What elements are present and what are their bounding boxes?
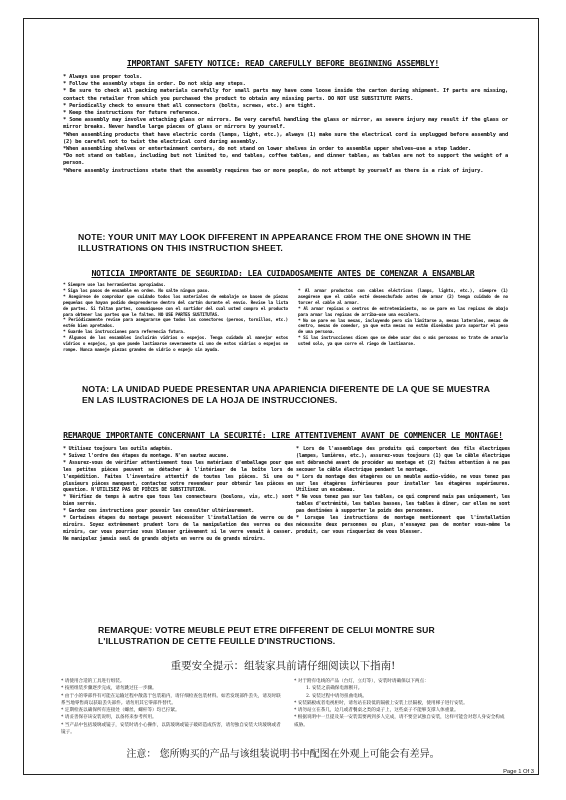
- list-item: * Lors du montage des étagères ou un meuble audio-vidéo, ne vous tenez pas sur les étagères inférieures pour installer les étagères supérieures. Utilisez un escabeau.: [296, 473, 510, 494]
- list-item: * 安装隔板或者电视柜时，请勿站在较低的隔板上安装上层隔板，使用梯子进行安装。: [294, 700, 468, 706]
- list-item: * Follow the assembly steps in order. Do not skip any steps.: [63, 81, 246, 88]
- list-item: * Keep the instructions for future reference.: [63, 110, 201, 117]
- chinese-safety-list-right: [294, 678, 508, 729]
- list-item: * Lorsque les instructions de montage mentionnent que l'installation nécessite deux personnes ou plus, n'essayez pas de monter vous-même le produit, car vous risqueriez de vous blesser.: [296, 515, 510, 535]
- list-item: * Siga los pasos de ensamble en orden. No salte ningun paso.: [63, 288, 210, 294]
- french-safety-list-left: [63, 446, 293, 543]
- list-item: * 根据说明中一旦提及某一安装需要两到多人完成，请不要尝试独自安装，这样可能会对您人身安全构成威胁。: [294, 715, 505, 728]
- list-item: * Be sure to check all packing materials carefully for small parts may have come loose inside the carton during shipment. If parts are missing, contact the retailer from which you purchased the product to obtain any missing parts. DO NOT USE SUBSTITUTE PARTS.: [63, 88, 508, 102]
- list-item: 2. 安装过程中请勿扭曲电线。: [306, 693, 367, 699]
- english-appearance-note: NOTE: YOUR UNIT MAY LOOK DIFFERENT IN APPEARANCE FROM THE ONE SHOWN IN THE ILLUSTRATIONS ON THIS INSTRUCTION SHEET.: [78, 232, 472, 253]
- english-safety-list: [63, 74, 508, 175]
- chinese-appearance-note: 注意： 您所购买的产品与该组装说明书中配图在外观上可能会有差异。: [126, 749, 440, 760]
- list-item: * Al armar productos con cables eléctricos (lamps, lights, etc.), siempre (1) asegúrese que el cable esté desenchufado antes de armar (2) tenga cuidado de no torcer el cable al armar.: [298, 289, 508, 306]
- spanish-safety-list-left: [63, 283, 288, 354]
- list-item: * Al armar repisas o centros de entretenimiento, no se pare en las repisas de abajo para armar las repisas de arriba—use una escalera.: [298, 306, 508, 318]
- spanish-safety-title: NOTICIA IMPORTANTE DE SEGURIDAD: LEA CUIDADOSAMENTE ANTES DE COMENZAR A ENSAMBLAR: [91, 268, 475, 278]
- list-item: *When assembling shelves or entertainment centers, do not stand on lower shelves in order to assemble upper shelves—use a step ladder.: [63, 146, 472, 153]
- list-item: *Where assembly instructions state that the assembly requires two or more people, do not attempt by yourself as there is a risk of injury.: [63, 167, 484, 174]
- list-item: * 对于附有电线的产品（台灯，立灯等），安装时请确保以下两点：: [294, 679, 429, 684]
- chinese-safety-title: 重要安全提示：组装家具前请仔细阅读以下指南!: [170, 660, 396, 672]
- list-item: * Si las instrucciones dicen que se debe usar dos o más personas no trate de armarlo usted solo, ya que corre el riego de lastimarse.: [298, 336, 508, 348]
- list-item: * Vérifiez de temps à autre que tous les connecteurs (boulons, vis, etc.) sont bien serrés.: [63, 494, 293, 508]
- list-item: * 请妥善保存该安装说明，以备将来参考所用。: [61, 715, 157, 721]
- list-item: * Utilisez toujours les outils adaptés.: [63, 446, 173, 452]
- list-item: 1. 安装之前确保电源断开。: [306, 686, 363, 692]
- list-item: * Some assembly may involve attaching glass or mirrors. Be very careful handling the glass or mirror, as severe injury may result if the glass or mirror breaks. Never handle large pieces of glass or mirrors by yourself.: [63, 117, 508, 131]
- page-number: Page 1 Of 3: [503, 769, 534, 775]
- spanish-safety-list-right: [298, 289, 508, 348]
- list-item: * 当产品中包括玻璃或镜子，安装时请小心操作，以防玻璃或镜子破碎造成伤害，请勿独自安装大块玻璃或者镜子。: [61, 722, 281, 736]
- list-item: * Gardez ces instructions pour pouvoir les consulter ultérieurement.: [63, 508, 255, 515]
- list-item: * Guarde las instrucciones para referencia futura.: [63, 330, 186, 336]
- spanish-appearance-note: NOTA: LA UNIDAD PUEDE PRESENTAR UNA APARIENCIA DIFERENTE DE LA QUE SE MUESTRA EN LAS ILUSTRACIONES DE LA HOJA DE INSTRUCCIONES.: [82, 384, 490, 405]
- french-safety-title: REMARQUE IMPORTANTE CONCERNANT LA SECURITÉ: LIRE ATTENTIVEMENT AVANT DE COMMENCER LE MONTAGE!: [63, 430, 503, 440]
- list-item: * 按照组装步骤逐步完成，请勿跳过任一步骤。: [61, 686, 157, 692]
- list-item: * Asegúrese de comprobar que cuidado todos los materiales de embalaje se basen de piezas pequeñas que hayan podido desprenderse dentro del cartón durante el envío. Revise la lista de partes. Si faltan partes, comuníquese con el surtidor del cual usted compro el producto para obtener las partes que le falten. NO USE PARTES SUSTITUTAS.: [63, 294, 288, 318]
- list-item: * Periódicamente revise para asegurarse que todos los conectores (pernos, tornillos, etc.) estén bien apretados.: [63, 318, 288, 330]
- list-item: * Ne vous tenez pas sur les tables, ce qui comprend mais pas uniquement, les tables d'extrémité, les tables basses, les tables à dîner, car elles ne sont pas destinées à supporter le poids des personnes.: [296, 494, 510, 515]
- list-item: * 请勿站立在茶几，边几或者餐桌之类的桌子上，这些桌子不能够支撑人体重量。: [294, 708, 459, 714]
- list-item: * 由于小的零部件有可能在运输过程中散落于包装箱内，请仔细检查包装材料。如若发现部件丢失，请及时联系当地零售商以获取丢失部件。请勿用其它零部件替代。: [61, 693, 281, 706]
- list-item: * 定期检查以确保所有连接处（螺丝，螺杆等）均已拧紧。: [61, 708, 180, 714]
- list-item: * Always use proper tools.: [63, 74, 143, 80]
- french-safety-list-right: [296, 446, 510, 536]
- list-item: * Siempre use las herramientas apropiadas.: [63, 283, 166, 288]
- list-item: * No se pare en las mesas, incluyendo pero sin limitarse a, mesas laterales, mesas de centro, mesas de comedor, ya que esta mesas no están diseñadas para soportar el peso de una persona.: [298, 318, 508, 336]
- list-item: * Periodically check to ensure that all connectors (bolts, screws, etc.) are tight.: [63, 102, 316, 109]
- chinese-safety-list-left: [61, 678, 285, 736]
- list-item: * Suivez l'ordre des étapes du montage. N'en sautez aucune.: [63, 452, 229, 459]
- list-item: *When assembling products that have electric cords (lamps, light, etc.), always (1) make sure the electrical cord is unplugged before assembly and (2) be careful not to twist the electrical cord during assembly.: [63, 131, 508, 145]
- list-item: *Do not stand on tables, including but not limited to, end tables, coffee tables, and dinner tables, as tables are not to support the weight of a person.: [63, 153, 508, 167]
- list-item: * Algunos de los ensambles incluirán vidrios o espejos. Tenga cuidado al manejar estos vidrios o espejos, ya que puede lastimarse severamente si uno de estos vidrios o espejos se rompe. Nunca maneje piezas grandes de vidrio o espejo sin ayuda.: [63, 336, 288, 353]
- list-item: * Assurez-vous de vérifier attentivement tous les matériaux d'emballage pour que les petites pièces peuvent se détacher à l'intérieur de la boîte lors de l'expédition. Faites l'inventaire attentif de toutes les pièces. Si une ou plusieurs pièces manquent, contactez votre revendeur pour obtenir les pièces en question. N'UTILISEZ PAS DE PIÈCES DE SUBSTITUTION.: [63, 459, 293, 494]
- english-safety-title: IMPORTANT SAFETY NOTICE: READ CAREFULLY BEFORE BEGINNING ASSEMBLY!: [126, 58, 440, 68]
- list-item: * 请使用合适的工具进行组装。: [61, 679, 125, 684]
- list-item: * Lors de l'assemblage des produits qui comportent des fils électriques (lampes, lumières, etc.), assurez-vous toujours (1) que le câble électrique est débranché avant de procéder au montage et (2) faites attention à ne pas secouer le câble électrique pendant le montage.: [296, 446, 510, 473]
- list-item: * Certaines étapes du montage peuvent nécessiter l'installation de verre ou de miroirs. Soyez extrêmement prudent lors de la manipulation des verres ou des miroirs, car vous pourriez vous blesser grièvement si le verre venait à casser. Ne manipulez jamais seul de grands objets en verre ou de grands miroirs.: [63, 515, 293, 542]
- french-appearance-note: REMARQUE: VOTRE MEUBLE PEUT ETRE DIFFERENT DE CELUI MONTRE SUR L'ILLUSTRATION DE CETTE FEUILLE D'INSTRUCTIONS.: [98, 625, 435, 646]
